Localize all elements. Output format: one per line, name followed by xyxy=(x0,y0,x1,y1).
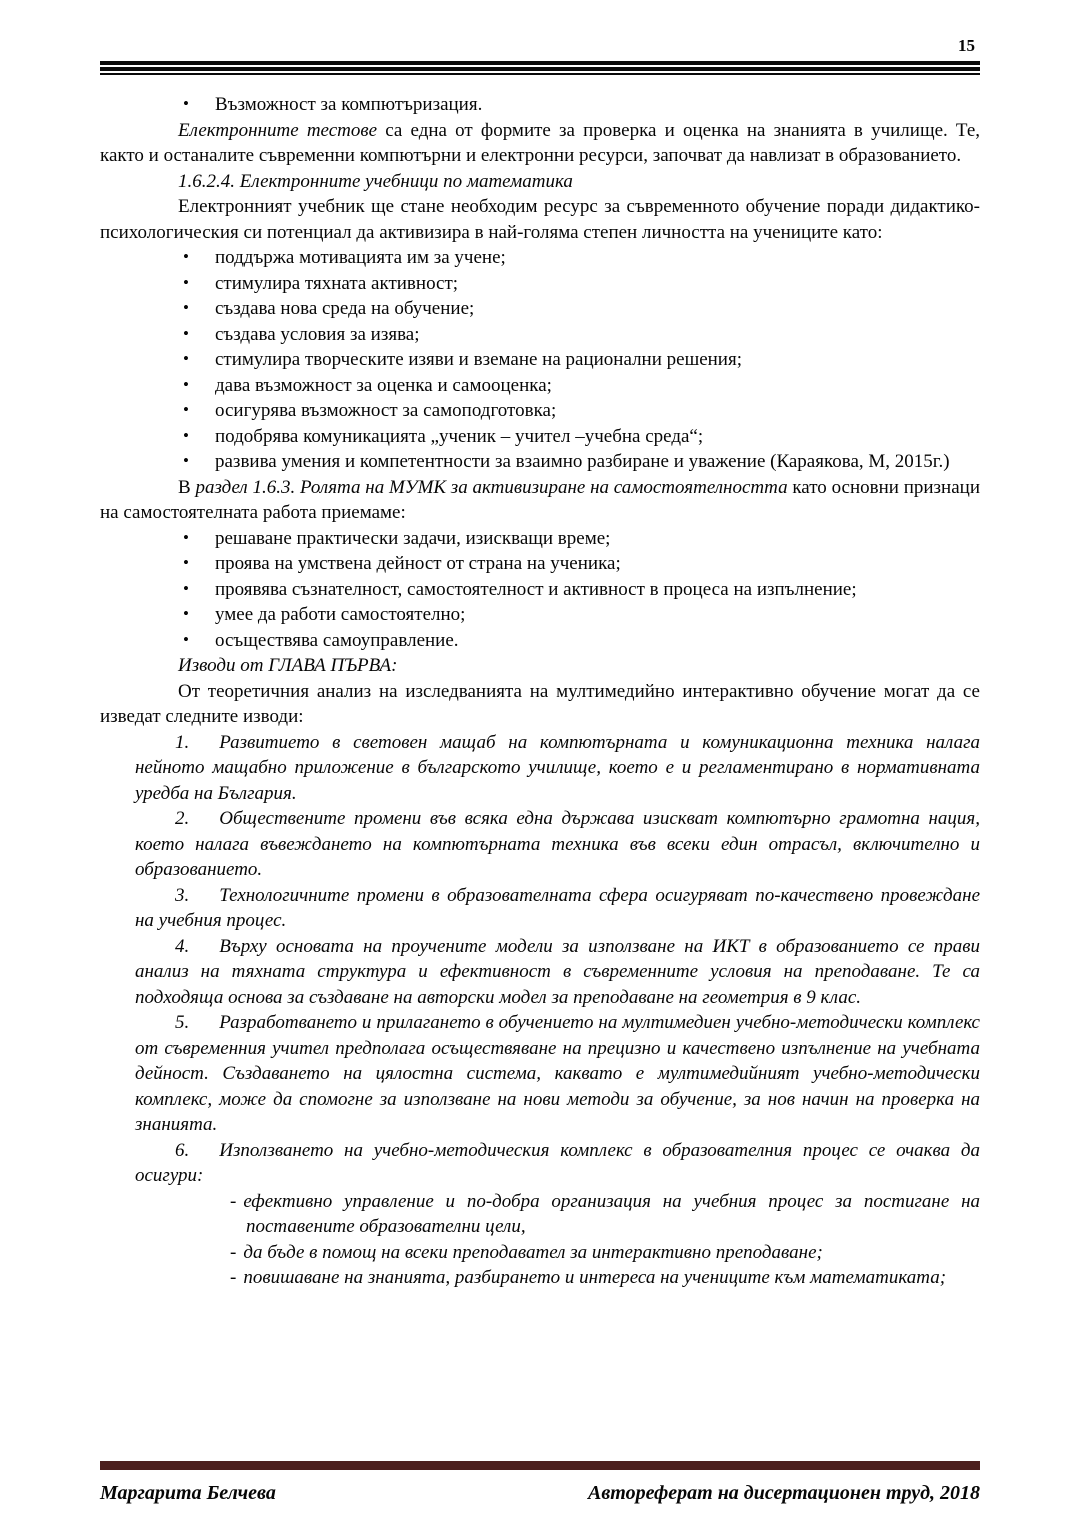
list-item xyxy=(100,424,980,450)
list-item xyxy=(100,296,980,322)
conclusion-number: 5. xyxy=(175,1012,190,1033)
conclusion-number: 3. xyxy=(175,884,190,906)
bullet-icon: • xyxy=(183,425,189,445)
conclusion-text: Развитието в световен мащаб на компютърната и комуникационна техника налага нейното мащабно приложение в българското училище, което е и регламентирано в нормативната уредба на България. xyxy=(135,731,980,804)
list-item-text: стимулира творческите изяви и вземане на рационални решения; xyxy=(215,349,742,370)
paragraph-etests xyxy=(100,118,980,169)
header-rule-bar xyxy=(100,67,980,71)
outcome-item xyxy=(230,1240,980,1266)
list-item-text: проява на умствена дейност от страна на ученика; xyxy=(215,553,621,574)
bullet-icon: • xyxy=(183,400,189,419)
page-content xyxy=(100,92,980,1291)
conclusion-item xyxy=(135,806,980,883)
conclusion-text: Разработването и прилагането в обучението на мултимедиен учебно-методически комплекс от съвременния учител предполага осъществяване на прецизно и качествено изпълнение на учебната дейност. Създаването на цялостна система, каквато е мултимедийният учебно-методически комплекс, може да спомогне за използване на нови методи за обучение, за нов начин на проверка на знанията. xyxy=(135,1012,980,1135)
list-item xyxy=(100,373,980,399)
bullet-icon: • xyxy=(183,451,189,470)
list-item xyxy=(100,271,980,297)
bullet-icon: • xyxy=(183,527,189,547)
conclusion-text: Върху основата на проучените модели за използване на ИКТ в образованието се прави анализ на тяхната структура и ефективност в съвременните условия на преподаване. Те са подходяща основа за създаване на авторски модел за преподаване на геометрия в 9 клас. xyxy=(135,935,980,1008)
conclusion-text: Технологичните промени в образователната сфера осигуряват по-качествено провеждане на учебния процес. xyxy=(135,884,980,931)
conclusion-number: 6. xyxy=(175,1139,190,1161)
list-item-text: дава възможност за оценка и самооценка; xyxy=(215,374,552,396)
dash-icon: - xyxy=(230,1241,237,1263)
list-item-text: осъществява самоуправление. xyxy=(215,629,459,651)
bullet-icon: • xyxy=(183,629,189,649)
outcome-text: повишаване на знанията, разбирането и интереса на учениците към математиката; xyxy=(243,1267,947,1288)
mumk-post: като основни признаци на самостоятелната работа приемаме: xyxy=(100,476,980,523)
list-item-text: стимулира тяхната активност; xyxy=(215,272,459,294)
etests-lead-italic: Електронните тестове xyxy=(178,119,378,141)
footer-publication: Автореферат на дисертационен труд, 2018 xyxy=(588,1482,980,1504)
paragraph-etextbook: Електронният учебник ще стане необходим ресурс за съвременното обучение поради дидактико-психологическия си потенциал да активизира в най-голяма степен личността на учениците като: xyxy=(100,196,980,243)
footer-author: Маргарита Белчева xyxy=(100,1482,276,1504)
list-item xyxy=(100,245,980,271)
list-item xyxy=(100,347,980,373)
independence-bullet-list xyxy=(100,526,980,654)
header-rule-bar xyxy=(100,61,980,65)
conclusion-item xyxy=(135,1138,980,1189)
page-header xyxy=(100,36,980,75)
header-rule xyxy=(100,61,980,75)
conclusion-item xyxy=(135,730,980,807)
list-item-text: развива умения и компетентности за взаимно разбиране и уважение (Караякова, М, 2015г.) xyxy=(215,451,950,472)
outcome-item xyxy=(230,1265,980,1291)
bullet-icon: • xyxy=(183,247,189,266)
outcome-item xyxy=(230,1189,980,1240)
conclusions-intro: От теоретичния анализ на изследванията на мултимедийно интерактивно обучение могат да се изведат следните изводи: xyxy=(100,680,980,727)
bullet-icon: • xyxy=(183,349,189,368)
mumk-section-ref-italic: раздел 1.6.3. Ролята на МУМК за активизиране на самостоятелността xyxy=(195,476,788,498)
list-item xyxy=(100,526,980,552)
list-item-text: решаване практически задачи, изискващи време; xyxy=(215,527,611,549)
conclusion-item xyxy=(135,1010,980,1138)
conclusion-text: Използването на учебно-методическия комплекс в образователния процес се очаква да осигури: xyxy=(135,1139,980,1186)
conclusion-number: 4. xyxy=(175,935,190,957)
dash-icon: - xyxy=(230,1267,237,1288)
list-item xyxy=(100,577,980,603)
list-item xyxy=(100,92,980,118)
list-item xyxy=(100,398,980,424)
bullet-icon: • xyxy=(183,374,189,394)
bullet-icon: • xyxy=(183,323,189,343)
conclusion-item xyxy=(135,934,980,1011)
list-item xyxy=(100,602,980,628)
list-item-text: създава условия за изява; xyxy=(215,323,420,345)
etests-rest: са една от формите за проверка и оценка на знанията в училище. Те, както и останалите съвременни компютърни и електронни ресурси, започват да навлизат в образованието. xyxy=(100,119,980,166)
bullet-icon: • xyxy=(183,272,189,292)
header-rule-bar xyxy=(100,73,980,75)
footer-text-row xyxy=(100,1480,980,1506)
bullet-icon: • xyxy=(183,94,189,113)
paragraph-mumk xyxy=(100,475,980,526)
list-item-text: създава нова среда на обучение; xyxy=(215,298,475,319)
list-item xyxy=(100,551,980,577)
intro-bullet-list xyxy=(100,92,980,118)
footer-rule-bar xyxy=(100,1461,980,1470)
outcome-text: ефективно управление и по-добра организация на учебния процес за постигане на поставените образователни цели, xyxy=(243,1190,980,1237)
list-item xyxy=(100,628,980,654)
list-item-text: осигурява възможност за самоподготовка; xyxy=(215,400,557,421)
page-number: 15 xyxy=(958,36,975,55)
bullet-icon: • xyxy=(183,298,189,317)
mumk-pre: В xyxy=(178,476,191,498)
bullet-icon: • xyxy=(183,604,189,623)
bullet-icon: • xyxy=(183,578,189,598)
list-item-text: проявява съзнателност, самостоятелност и активност в процеса на изпълнение; xyxy=(215,578,857,600)
list-item-text: умее да работи самостоятелно; xyxy=(215,604,466,625)
list-item-text: Възможност за компютъризация. xyxy=(215,94,483,115)
list-item xyxy=(100,322,980,348)
conclusion-text: Обществените промени във всяка една държава изискват компютърно грамотна нация, което налага въвеждането на компютърната техника във всеки един отрасъл, включително и образованието. xyxy=(135,808,980,880)
conclusion-number: 1. xyxy=(175,731,190,753)
dash-icon: - xyxy=(230,1190,237,1212)
conclusion-item xyxy=(135,883,980,934)
list-item xyxy=(100,449,980,475)
outcome-text: да бъде в помощ на всеки преподавател за интерактивно преподаване; xyxy=(243,1241,823,1263)
bullet-icon: • xyxy=(183,553,189,572)
list-item-text: поддържа мотивацията им за учене; xyxy=(215,247,506,268)
conclusion-number: 2. xyxy=(175,808,190,829)
textbook-bullet-list xyxy=(100,245,980,475)
page-footer xyxy=(100,1461,980,1506)
conclusions-heading: Изводи от ГЛАВА ПЪРВА: xyxy=(178,655,398,676)
section-heading-1624: 1.6.2.4. Електронните учебници по математика xyxy=(178,170,573,192)
list-item-text: подобрява комуникацията „ученик – учител –учебна среда“; xyxy=(215,425,704,447)
